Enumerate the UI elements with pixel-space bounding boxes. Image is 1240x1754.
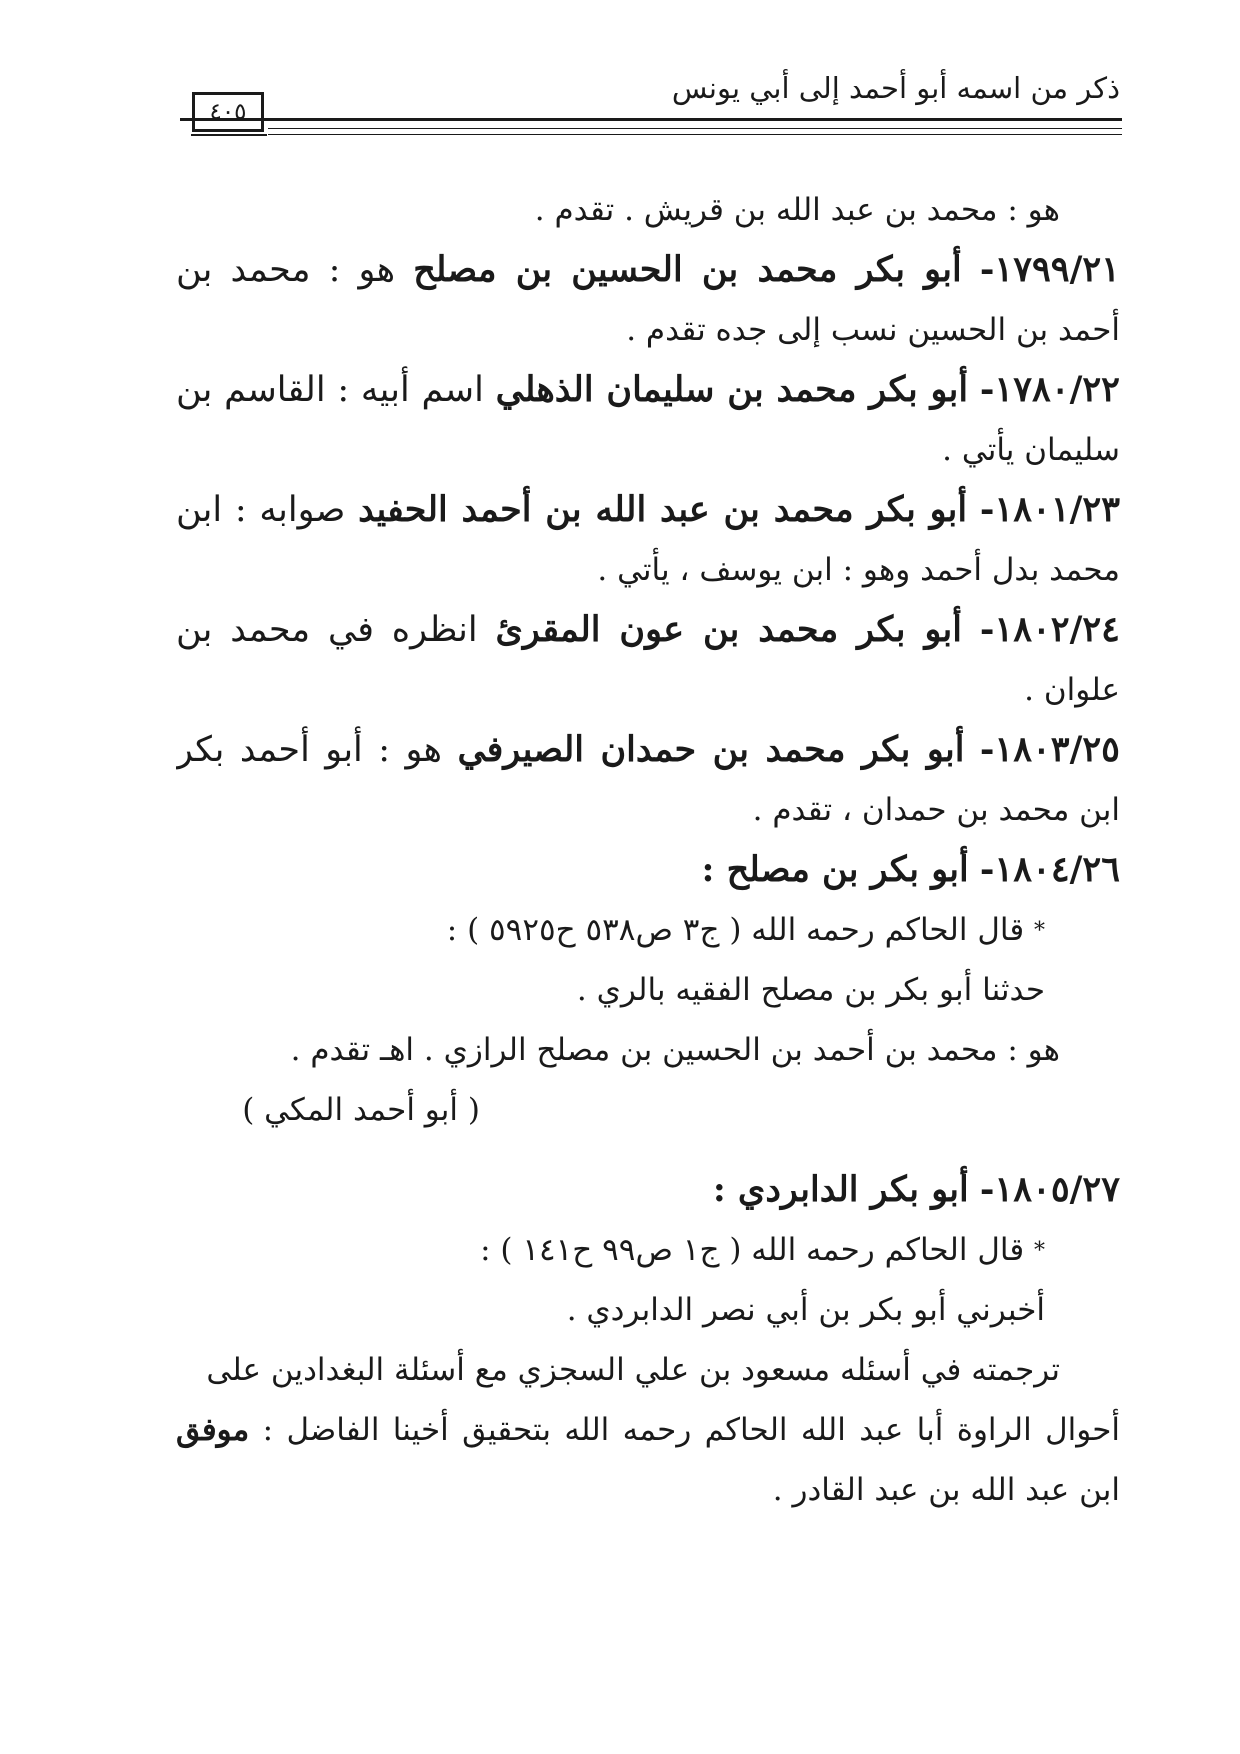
asterisk-icon: * <box>1034 918 1045 944</box>
entry-number: ١٨٠٢/٢٤- <box>979 609 1120 650</box>
entry-26-line-2: حدثنا أبو بكر بن مصلح الفقيه بالري . <box>576 972 1045 1008</box>
entry-25-line-1 <box>176 720 1120 780</box>
note-name: موفق <box>176 1412 250 1448</box>
entry-text: اسم أبيه : القاسم بن <box>176 370 484 410</box>
entry-name: أبو بكر الدابردي : <box>712 1169 969 1210</box>
entry-number: ١٧٩٩/٢١- <box>979 249 1120 290</box>
entry-22-line-1 <box>176 360 1120 420</box>
entry-number: ١٨٠١/٢٣- <box>979 489 1120 530</box>
note-line-2 <box>176 1400 1120 1460</box>
entry-24-line-2: علوان . <box>1024 672 1120 708</box>
quote-source: قال الحاكم رحمه الله ( ج٣ ص٥٣٨ ح٥٩٢٥ ) : <box>446 912 1025 948</box>
entry-name: أبو بكر محمد بن عبد الله بن أحمد الحفيد <box>358 489 968 530</box>
entry-text: هو : أبو أحمد بكر <box>176 730 442 770</box>
entry-21-line-1 <box>176 240 1120 300</box>
entry-21-line-2: أحمد بن الحسين نسب إلى جده تقدم . <box>626 312 1120 348</box>
entry-number: ١٨٠٥/٢٧- <box>979 1169 1120 1210</box>
entry-number: ١٨٠٣/٢٥- <box>979 729 1120 770</box>
entry-25-line-2: ابن محمد بن حمدان ، تقدم . <box>752 792 1120 828</box>
note-text: أحوال الراوة أبا عبد الله الحاكم رحمه الله بتحقيق أخينا الفاضل : <box>262 1412 1120 1448</box>
entry-23-line-1 <box>176 480 1120 540</box>
entry-number: ١٨٠٤/٢٦- <box>979 849 1120 890</box>
entry-name: أبو بكر محمد بن سليمان الذهلي <box>495 369 969 410</box>
note-line-1: ترجمته في أسئله مسعود بن علي السجزي مع أسئلة البغدادين على <box>206 1352 1060 1388</box>
entry-23-line-2: محمد بدل أحمد وهو : ابن يوسف ، يأتي . <box>597 552 1120 588</box>
entry-text: هو : محمد بن <box>176 250 396 290</box>
header-rule-thin-2 <box>268 134 1122 135</box>
quote-source: قال الحاكم رحمه الله ( ج١ ص٩٩ ح١٤١ ) : <box>480 1232 1025 1268</box>
entry-text: صوابه : ابن <box>176 490 346 530</box>
entry-26-line-3: هو : محمد بن أحمد بن الحسين بن مصلح الرازي . اهـ تقدم . <box>290 1032 1060 1068</box>
page-body <box>176 180 1120 1520</box>
entry-26-quote-line <box>176 900 1120 960</box>
section-gap <box>176 1140 1120 1160</box>
body-line: هو : محمد بن عبد الله بن قريش . تقدم . <box>534 192 1060 228</box>
header-rule-thick <box>180 118 1122 121</box>
entry-name: أبو بكر محمد بن حمدان الصيرفي <box>457 729 965 770</box>
note-line-3: ابن عبد الله بن عبد القادر . <box>772 1472 1120 1508</box>
entry-name: أبو بكر محمد بن الحسين بن مصلح <box>413 249 962 290</box>
entry-26-heading <box>176 840 1120 900</box>
entry-name: أبو بكر بن مصلح : <box>701 849 969 890</box>
running-title: ذكر من اسمه أبو أحمد إلى أبي يونس <box>671 71 1120 105</box>
page-number: ٤٠٥ <box>192 92 264 132</box>
entry-27-line-2: أخبرني أبو بكر بن أبي نصر الدابردي . <box>566 1292 1045 1328</box>
entry-26-line-4: ( أبو أحمد المكي ) <box>242 1092 480 1128</box>
entry-number: ١٧٨٠/٢٢- <box>979 369 1120 410</box>
entry-27-heading <box>176 1160 1120 1220</box>
entry-text: انظره في محمد بن <box>176 610 478 650</box>
entry-22-line-2: سليمان يأتي . <box>942 432 1120 468</box>
header-rule-thin-1 <box>268 128 1122 129</box>
asterisk-icon: * <box>1034 1238 1045 1264</box>
entry-27-quote-line <box>176 1220 1120 1280</box>
entry-name: أبو بكر محمد بن عون المقرئ <box>495 609 963 650</box>
entry-24-line-1 <box>176 600 1120 660</box>
